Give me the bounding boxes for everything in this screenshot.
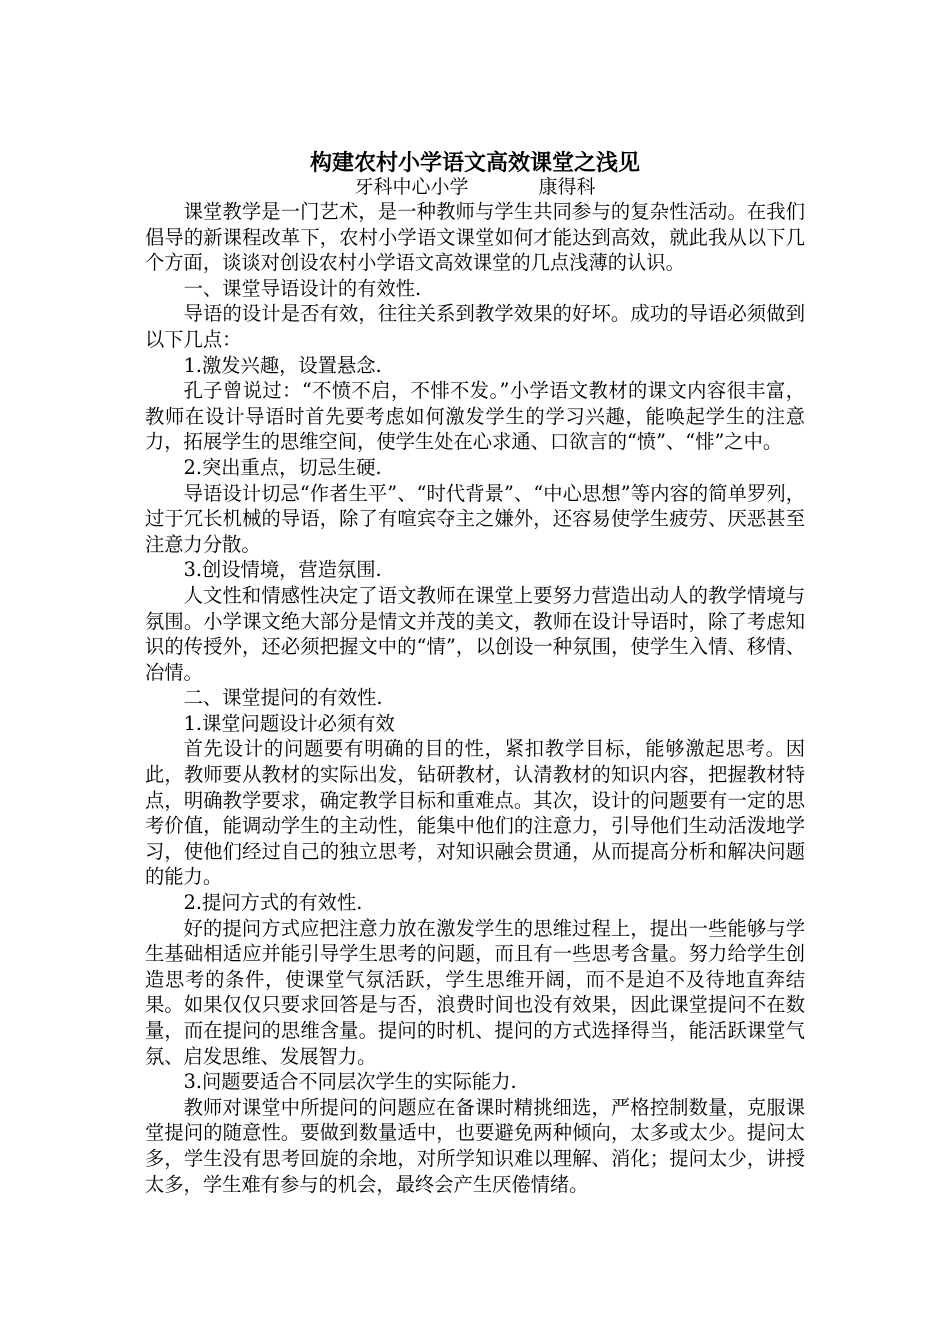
section-heading: 一、课堂导语设计的有效性. bbox=[183, 276, 422, 300]
subsection-heading: 3.创设情境，营造氛围. bbox=[183, 558, 382, 582]
document-body bbox=[145, 199, 805, 1197]
section-heading: 二、课堂提问的有效性. bbox=[183, 686, 383, 710]
subsection-heading: 2.提问方式的有效性. bbox=[183, 891, 363, 915]
document-title: 构建农村小学语文高效课堂之浅见 bbox=[309, 150, 640, 176]
subsection-heading: 2.突出重点，切忌生硬. bbox=[183, 455, 382, 479]
paragraph: 人文性和情感性决定了语文教师在课堂上要努力营造出动人的教学情境与氛围。小学课文绝大部分是情文并茂的美文，教师在设计导语时，除了考虑知识的传授外，还必须把握文中的“情”，以创设一种氛围，使学生入情、移情、冶情。 bbox=[145, 583, 805, 684]
paragraph: 导语的设计是否有效，往往关系到教学效果的好坏。成功的导语必须做到以下几点： bbox=[145, 302, 805, 351]
school-name: 牙科中心小学 bbox=[354, 176, 469, 198]
subsection-heading: 1.激发兴趣，设置悬念. bbox=[183, 353, 382, 377]
subsection-heading: 3.问题要适合不同层次学生的实际能力. bbox=[183, 1070, 517, 1094]
paragraph: 首先设计的问题要有明确的目的性，紧扣教学目标，能够激起思考。因此，教师要从教材的实际出发，钻研教材，认清教材的知识内容，把握教材特点，明确教学要求，确定教学目标和重难点。其次，设计的问题要有一定的思考价值，能调动学生的主动性，能集中他们的注意力，引导他们生动活泼地学习，使他们经过自己的独立思考，对知识融会贯通，从而提高分析和解决问题的能力。 bbox=[145, 737, 805, 889]
paragraph: 导语设计切忌“作者生平”、“时代背景”、“中心思想”等内容的简单罗列，过于冗长机械的导语，除了有喧宾夺主之嫌外，还容易使学生疲劳、厌恶甚至注意力分散。 bbox=[145, 481, 805, 556]
paragraph: 孔子曾说过：“不愤不启，不悱不发。”小学语文教材的课文内容很丰富，教师在设计导语时首先要考虑如何激发学生的学习兴趣，能唤起学生的注意力，拓展学生的思维空间，使学生处在心求通、口欲言的“愤”、“悱”之中。 bbox=[145, 379, 805, 454]
byline bbox=[145, 175, 805, 199]
author-name: 康得科 bbox=[538, 176, 596, 198]
paragraph: 教师对课堂中所提问的问题应在备课时精挑细选，严格控制数量，克服课堂提问的随意性。要做到数量适中，也要避免两种倾向，太多或太少。提问太多，学生没有思考回旋的余地，对所学知识难以理解、消化；提问太少，讲授太多，学生难有参与的机会，最终会产生厌倦情绪。 bbox=[145, 1095, 805, 1196]
paragraph: 课堂教学是一门艺术，是一种教师与学生共同参与的复杂性活动。在我们倡导的新课程改革下，农村小学语文课堂如何才能达到高效，就此我从以下几个方面，谈谈对创设农村小学语文高效课堂的几点浅薄的认识。 bbox=[145, 200, 805, 275]
paragraph: 好的提问方式应把注意力放在激发学生的思维过程上，提出一些能够与学生基础相适应并能引导学生思考的问题，而且有一些思考含量。努力给学生创造思考的条件，使课堂气氛活跃，学生思维开阔，而不是迫不及待地直奔结果。如果仅仅只要求回答是与否，浪费时间也没有效果，因此课堂提问不在数量，而在提问的思维含量。提问的时机、提问的方式选择得当，能活跃课堂气氛、启发思维、发展智力。 bbox=[145, 916, 805, 1068]
subsection-heading: 1.课堂问题设计必须有效 bbox=[183, 711, 395, 735]
